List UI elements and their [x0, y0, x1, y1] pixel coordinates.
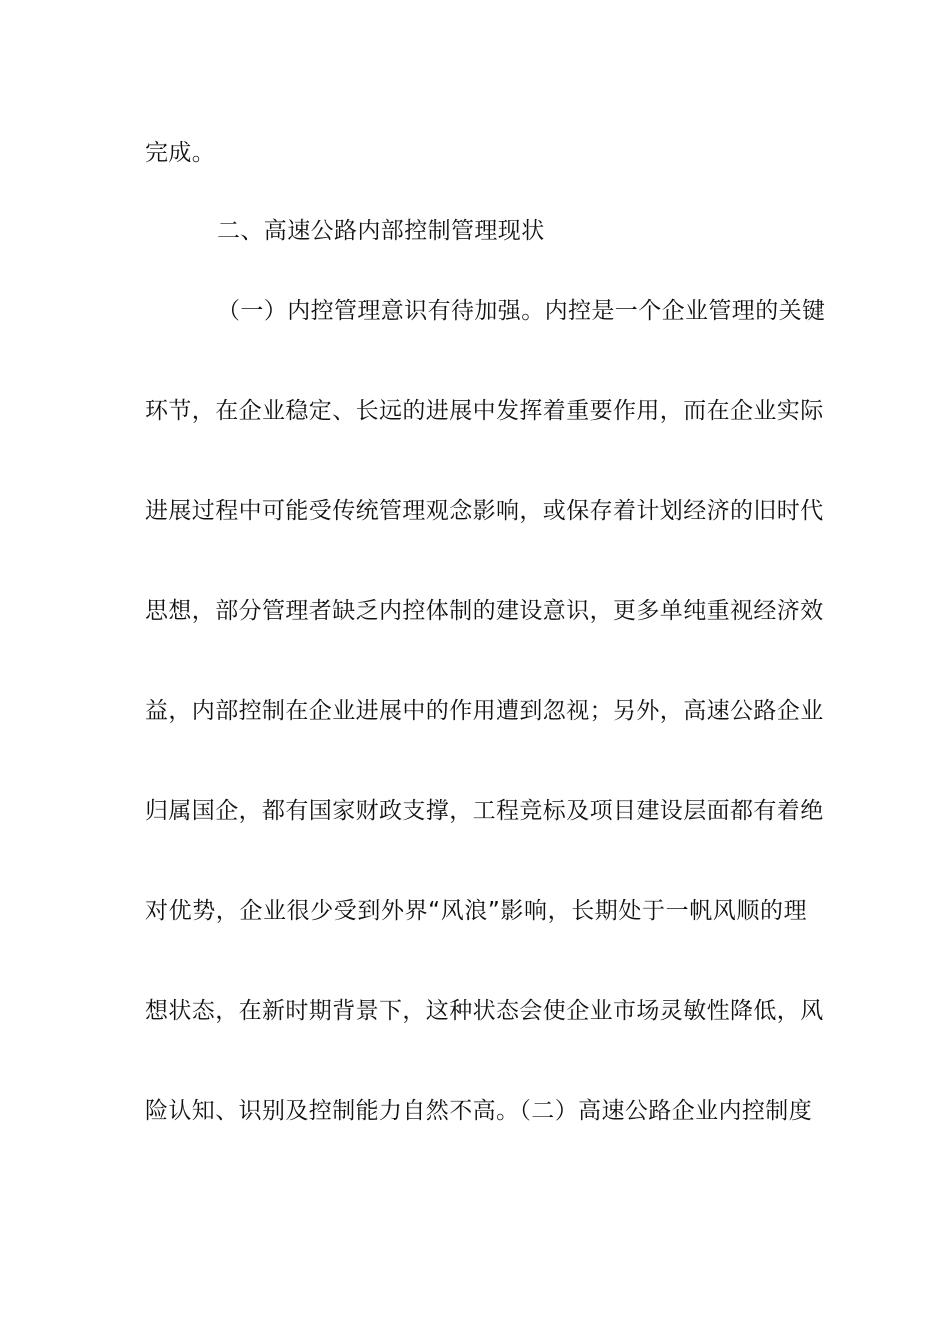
- paragraph-line: 对优势，企业很少受到外界“风浪”影响，长期处于一帆风顺的理: [145, 898, 807, 924]
- paragraph-line: 归属国企，都有国家财政支撑，工程竞标及项目建设层面都有着绝: [145, 798, 824, 824]
- paragraph-line: （一）内控管理意识有待加强。内控是一个企业管理的关键: [217, 298, 826, 324]
- paragraph-line: 思想，部分管理者缺乏内控体制的建设意识，更多单纯重视经济效: [145, 598, 824, 624]
- paragraph-line: 益，内部控制在企业进展中的作用遭到忽视；另外，高速公路企业: [145, 698, 824, 724]
- paragraph-line: 完成。: [145, 140, 216, 166]
- paragraph-line: 险认知、识别及控制能力自然不高。（二）高速公路企业内控制度: [145, 1098, 813, 1124]
- section-heading: 二、高速公路内部控制管理现状: [217, 218, 545, 244]
- paragraph-line: 进展过程中可能受传统管理观念影响，或保存着计划经济的旧时代: [145, 498, 824, 524]
- paragraph-line: 想状态，在新时期背景下，这种状态会使企业市场灵敏性降低，风: [145, 998, 824, 1024]
- paragraph-line: 环节，在企业稳定、长远的进展中发挥着重要作用，而在企业实际: [145, 398, 824, 424]
